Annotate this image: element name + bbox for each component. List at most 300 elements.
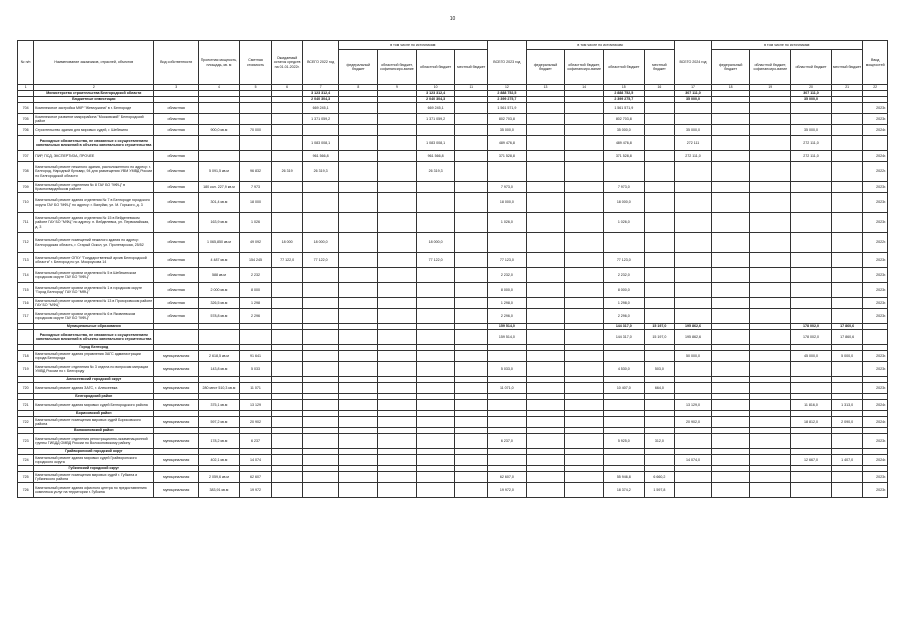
cell-value xyxy=(526,233,565,253)
cell-value xyxy=(711,182,750,193)
column-number: 3 xyxy=(154,85,199,91)
cell-ownership: областная xyxy=(154,309,199,324)
cell-value: 15 197,0 xyxy=(644,330,675,345)
cell-value: 14 074 xyxy=(239,455,272,466)
cell-value xyxy=(378,472,417,483)
cell-capacity xyxy=(199,151,240,162)
cell-capacity: 597,2 кв.м xyxy=(199,417,240,428)
column-number: 11 xyxy=(455,85,488,91)
cell-value: 1 371 059,2 xyxy=(302,114,339,125)
cell-ownership: областная xyxy=(154,193,199,213)
cell-value: 272 111,0 xyxy=(675,151,712,162)
cell-name: Расходные обязательства, не связанные с осуществлением капитальных вложений в объекты капитального строительства xyxy=(34,330,154,345)
cell-value xyxy=(378,351,417,362)
cell-value xyxy=(455,268,488,283)
cell-name: ПИР, ПСД, ЭКСПЕРТИЗА, ПРОЧЕЕ xyxy=(34,151,154,162)
cell-value xyxy=(378,298,417,309)
cell-value: 272 111,0 xyxy=(791,136,832,151)
cell-commissioning: 2023г. xyxy=(863,309,888,324)
cell-value xyxy=(565,362,604,377)
cell-value xyxy=(565,136,604,151)
cell-value: 669 245,1 xyxy=(302,103,339,114)
column-number: 5 xyxy=(239,85,272,91)
cell-value: 91 641 xyxy=(239,351,272,362)
cell-value xyxy=(565,472,604,483)
cell-commissioning: 2024г. xyxy=(863,400,888,411)
cell-capacity: 2 059,6 кв.м xyxy=(199,472,240,483)
table-row xyxy=(18,213,888,233)
cell-value xyxy=(675,253,712,268)
cell-value: 17 860,6 xyxy=(831,324,863,330)
section-row xyxy=(18,136,888,151)
cell-value xyxy=(272,283,303,298)
cell-value xyxy=(831,193,863,213)
cell-value xyxy=(750,193,791,213)
cell-value xyxy=(526,136,565,151)
header-regional: областной бюджет xyxy=(791,50,832,85)
cell-value xyxy=(455,213,488,233)
cell-value xyxy=(302,213,339,233)
cell-value xyxy=(750,283,791,298)
cell-number: 712 xyxy=(18,233,34,253)
cell-value xyxy=(791,253,832,268)
table-row xyxy=(18,434,888,449)
cell-commissioning: 2023г. xyxy=(863,362,888,377)
cell-value xyxy=(750,114,791,125)
header-num: № п/п xyxy=(18,41,34,85)
cell-value xyxy=(378,483,417,498)
cell-name: Капитальный ремонт ОГКУ "Государственный архив Белгородской области" г. Белгород по ул. Мокроусова 14 xyxy=(34,253,154,268)
cell-value xyxy=(378,362,417,377)
cell-value xyxy=(302,383,339,394)
cell-ownership: областная xyxy=(154,151,199,162)
cell-value: 50 000,0 xyxy=(675,351,712,362)
cell-name: Капитальный ремонт здания отделения № 7 в Белгороде городского округа ГАУ БО "МФЦ" по адресу: г. Валуйки, ул. М. Горького, д. 3 xyxy=(34,193,154,213)
column-number: 7 xyxy=(302,85,339,91)
cell-value: 13 129,0 xyxy=(675,400,712,411)
cell-value xyxy=(644,455,675,466)
cell-value xyxy=(750,233,791,253)
cell-value: 35 000,0 xyxy=(675,97,712,103)
cell-value xyxy=(416,400,455,411)
table-row xyxy=(18,162,888,182)
cell-value: 62 607,0 xyxy=(488,472,527,483)
cell-value xyxy=(416,309,455,324)
cell-value: 1 026 xyxy=(239,213,272,233)
header-local: местный бюджет xyxy=(455,50,488,85)
cell-value xyxy=(711,103,750,114)
header-sources-2024: в том числе по источникам: xyxy=(711,41,863,50)
cell-value xyxy=(339,330,378,345)
cell-value xyxy=(711,268,750,283)
cell-value xyxy=(272,268,303,283)
cell-value xyxy=(339,309,378,324)
cell-value xyxy=(603,417,644,428)
cell-value xyxy=(272,298,303,309)
cell-commissioning: 2024г. xyxy=(863,125,888,136)
cell-value: 18 000,0 xyxy=(416,233,455,253)
cell-value xyxy=(416,483,455,498)
cell-commissioning: 2023г. xyxy=(863,193,888,213)
cell-value xyxy=(675,483,712,498)
cell-ownership: муниципальная xyxy=(154,383,199,394)
cell-value xyxy=(791,233,832,253)
cell-value xyxy=(455,125,488,136)
cell-number: 724 xyxy=(18,455,34,466)
cell-value xyxy=(565,233,604,253)
cell-value xyxy=(711,193,750,213)
cell-value xyxy=(339,125,378,136)
cell-name: Капитальный ремонт кровли отделения № 13 в Прохоровском районе ГАУ БО "МФЦ" xyxy=(35,298,153,307)
cell-value: 13 129 xyxy=(239,400,272,411)
cell-number: 705 xyxy=(18,114,34,125)
cell-value xyxy=(711,114,750,125)
cell-value xyxy=(378,182,417,193)
cell-value xyxy=(339,162,378,182)
cell-value xyxy=(750,151,791,162)
table-row xyxy=(18,193,888,213)
cell-value xyxy=(565,455,604,466)
cell-value: 503,0 xyxy=(644,362,675,377)
cell-value: 77 122,0 xyxy=(272,253,303,268)
header-regional-cofin: областной бюджет, софинансиро-вание xyxy=(378,50,417,85)
cell-value xyxy=(272,417,303,428)
cell-number: 710 xyxy=(18,193,34,213)
cell-value: 489 476,8 xyxy=(603,136,644,151)
cell-value xyxy=(455,309,488,324)
cell-capacity: 900,0 кв.м xyxy=(199,125,240,136)
cell-value xyxy=(644,213,675,233)
cell-value xyxy=(416,362,455,377)
cell-value: 2 232 xyxy=(239,268,272,283)
cell-value xyxy=(750,103,791,114)
cell-value xyxy=(644,103,675,114)
cell-value xyxy=(272,103,303,114)
cell-value xyxy=(750,383,791,394)
cell-value: 1 561 571,9 xyxy=(603,103,644,114)
column-number: 10 xyxy=(416,85,455,91)
cell-value xyxy=(565,283,604,298)
cell-value xyxy=(272,114,303,125)
cell-value: 802 703,8 xyxy=(603,114,644,125)
cell-value xyxy=(339,213,378,233)
cell-name: Строительство здания для мировых судей, г. Шебекино xyxy=(34,125,154,136)
cell-value: 77 123,0 xyxy=(488,253,527,268)
cell-value xyxy=(831,283,863,298)
cell-value: 195 862,6 xyxy=(675,324,712,330)
cell-value xyxy=(603,162,644,182)
cell-commissioning: 2023г. xyxy=(863,483,888,498)
header-federal: федеральный бюджет xyxy=(526,50,565,85)
cell-value: 159 514,0 xyxy=(488,324,527,330)
cell-value xyxy=(455,400,488,411)
cell-capacity: 1 065,850 кв.м xyxy=(199,233,240,253)
cell-value xyxy=(603,400,644,411)
cell-value: 6 237 xyxy=(239,434,272,449)
cell-value: 1 371 059,2 xyxy=(416,114,455,125)
cell-value: 18 000 xyxy=(239,193,272,213)
cell-value xyxy=(750,330,791,345)
cell-value: 2 888 752,5 xyxy=(488,91,527,97)
cell-value xyxy=(831,213,863,233)
cell-value: 802 703,8 xyxy=(488,114,527,125)
header-local: местный бюджет xyxy=(644,50,675,85)
cell-value xyxy=(791,193,832,213)
cell-value xyxy=(750,162,791,182)
cell-value xyxy=(378,136,417,151)
cell-value xyxy=(378,114,417,125)
cell-name: Капитальный ремонт помещения мировых судей г. Губкина и Губкинского района xyxy=(34,472,154,483)
cell-value xyxy=(644,283,675,298)
cell-value xyxy=(526,151,565,162)
cell-value xyxy=(675,182,712,193)
cell-value xyxy=(565,253,604,268)
cell-capacity: 180 кол. 227,9 кв.м xyxy=(199,182,240,193)
cell-capacity: 588 кв.м xyxy=(199,268,240,283)
header-commissioning: Ввод мощностей xyxy=(863,41,888,85)
cell-value: 2 232,0 xyxy=(603,268,644,283)
cell-name: Капитальный ремонт здания отделения № 15 в Вейделевском районе ГАУ БО "МФЦ" по адресу: п. Вейделевка, ул. Первомайская, д. 3 xyxy=(34,213,154,233)
cell-value xyxy=(711,455,750,466)
cell-value xyxy=(339,283,378,298)
cell-value xyxy=(526,472,565,483)
cell-ownership: областная xyxy=(154,213,199,233)
table-row xyxy=(18,400,888,411)
cell-value: 272 111 xyxy=(675,136,712,151)
cell-value xyxy=(272,193,303,213)
cell-value xyxy=(455,417,488,428)
cell-value xyxy=(378,434,417,449)
column-number: 6 xyxy=(272,85,303,91)
cell-value: 154 245 xyxy=(239,253,272,268)
cell-value xyxy=(791,483,832,498)
cell-value: 45 000,0 xyxy=(791,351,832,362)
cell-commissioning xyxy=(863,136,888,151)
cell-value xyxy=(711,383,750,394)
cell-value xyxy=(488,455,527,466)
column-number: 15 xyxy=(603,85,644,91)
cell-value: 77 123,0 xyxy=(603,253,644,268)
column-number: 19 xyxy=(750,85,791,91)
cell-value xyxy=(455,483,488,498)
cell-value xyxy=(378,253,417,268)
cell-ownership: областная xyxy=(154,253,199,268)
cell-value xyxy=(675,472,712,483)
cell-value: 2 040 304,3 xyxy=(416,97,455,103)
cell-value xyxy=(565,383,604,394)
cell-value xyxy=(302,455,339,466)
cell-value xyxy=(526,400,565,411)
cell-value xyxy=(565,213,604,233)
cell-value xyxy=(416,125,455,136)
cell-value xyxy=(416,298,455,309)
cell-value xyxy=(378,309,417,324)
cell-capacity: 578,8 кв.м xyxy=(199,309,240,324)
cell-value xyxy=(675,162,712,182)
cell-value xyxy=(675,233,712,253)
cell-value: 2 296 xyxy=(239,309,272,324)
column-number: 14 xyxy=(565,85,604,91)
cell-value xyxy=(565,309,604,324)
cell-value xyxy=(791,283,832,298)
cell-value xyxy=(831,233,863,253)
cell-name: Белгородский район xyxy=(34,394,154,400)
column-number: 21 xyxy=(831,85,863,91)
cell-value xyxy=(711,472,750,483)
cell-capacity: 383,91 кв.м xyxy=(199,483,240,498)
cell-value xyxy=(644,309,675,324)
header-capacity: Проектная мощность, площадь, кв. м xyxy=(199,41,240,85)
header-regional: областной бюджет xyxy=(416,50,455,85)
cell-number: 725 xyxy=(18,472,34,483)
cell-value xyxy=(750,417,791,428)
cell-ownership: муниципальная xyxy=(154,400,199,411)
cell-value xyxy=(565,330,604,345)
cell-value: 961 566,8 xyxy=(302,151,339,162)
cell-value: 307 111,0 xyxy=(675,91,712,97)
cell-value xyxy=(272,483,303,498)
cell-value xyxy=(272,351,303,362)
cell-value: 7 973,0 xyxy=(488,182,527,193)
cell-value xyxy=(711,283,750,298)
cell-value xyxy=(302,400,339,411)
table-body xyxy=(18,91,888,498)
cell-number: 723 xyxy=(18,434,34,449)
cell-value xyxy=(272,213,303,233)
cell-commissioning: 2023г. xyxy=(863,472,888,483)
cell-value xyxy=(711,151,750,162)
cell-value xyxy=(750,362,791,377)
table-row xyxy=(18,309,888,324)
column-number: 18 xyxy=(711,85,750,91)
cell-value: 2 888 752,5 xyxy=(603,91,644,97)
cell-value xyxy=(239,136,272,151)
cell-value xyxy=(565,351,604,362)
cell-name: Капитальный ремонт здания мировых судей Грайворонского городского округа xyxy=(34,455,154,466)
cell-value xyxy=(750,253,791,268)
cell-value xyxy=(711,136,750,151)
header-remaining: Ожидаемый остаток средств на 01.01.2022г. xyxy=(272,41,303,85)
cell-commissioning: 2023г. xyxy=(863,213,888,233)
cell-value xyxy=(526,125,565,136)
cell-name: Капитальный ремонт отделения № 3 отдела по вопросам миграции УМВД России по г. Белгороду xyxy=(34,362,154,377)
cell-value: 1 561 571,9 xyxy=(488,103,527,114)
cell-name: Капитальный ремонт отделения № 8 ГАУ БО "МФЦ" в Красногвардейском районе xyxy=(34,182,154,193)
cell-name: Капитальный ремонт кровли отделения № 5 в Шебекинском городском округе ГАУ БО "МФЦ" xyxy=(34,268,154,283)
header-total-2023: ВСЕГО 2023 год xyxy=(488,41,527,85)
cell-value: 1 298 xyxy=(239,298,272,309)
cell-ownership: областная xyxy=(154,114,199,125)
table-row xyxy=(18,362,888,377)
cell-value: 19 972,0 xyxy=(488,483,527,498)
cell-value xyxy=(272,151,303,162)
cell-value xyxy=(526,434,565,449)
cell-value xyxy=(526,103,565,114)
cell-capacity: 163,9 кв.м xyxy=(199,213,240,233)
cell-value xyxy=(526,362,565,377)
cell-value: 26 319 xyxy=(272,162,303,182)
cell-commissioning: 2023г. xyxy=(863,253,888,268)
cell-ownership xyxy=(154,136,199,151)
cell-value xyxy=(339,193,378,213)
cell-value xyxy=(455,330,488,345)
cell-number: 709 xyxy=(18,182,34,193)
cell-number: 704 xyxy=(18,103,34,114)
cell-capacity: 280 мест 510,3 кв.м xyxy=(199,383,240,394)
cell-value xyxy=(526,351,565,362)
column-number: 13 xyxy=(526,85,565,91)
cell-value xyxy=(711,298,750,309)
cell-value xyxy=(711,400,750,411)
column-number: 9 xyxy=(378,85,417,91)
cell-value xyxy=(302,268,339,283)
cell-value xyxy=(378,151,417,162)
cell-value xyxy=(711,330,750,345)
cell-value xyxy=(711,434,750,449)
cell-value xyxy=(711,417,750,428)
cell-value xyxy=(675,268,712,283)
cell-value xyxy=(565,151,604,162)
cell-value xyxy=(750,455,791,466)
cell-name: Расходные обязательства, не связанные с осуществлением капитальных вложений в объекты капитального строительства xyxy=(34,136,154,151)
cell-value xyxy=(455,455,488,466)
column-number: 12 xyxy=(488,85,527,91)
cell-value xyxy=(488,351,527,362)
cell-value: 7 973 xyxy=(239,182,272,193)
cell-value xyxy=(488,162,527,182)
cell-value xyxy=(378,417,417,428)
cell-value xyxy=(455,114,488,125)
cell-value: 1 083 008,1 xyxy=(302,136,339,151)
cell-value: 11 071 xyxy=(239,383,272,394)
cell-value xyxy=(272,136,303,151)
column-number: 8 xyxy=(339,85,378,91)
cell-value xyxy=(488,233,527,253)
cell-name: Муниципальные образования xyxy=(34,324,154,330)
cell-value: 12 667,0 xyxy=(791,455,832,466)
cell-value xyxy=(675,103,712,114)
cell-value xyxy=(378,383,417,394)
cell-value: 8 000,0 xyxy=(603,283,644,298)
cell-value xyxy=(644,351,675,362)
cell-name: Капитальный ремонт отделения регистрационно-экзаменационной группы ГИБДД ОМВД России по Волоконовскому району xyxy=(34,434,154,449)
cell-number xyxy=(18,136,34,151)
cell-capacity: 2 618,5 кв.м xyxy=(199,351,240,362)
cell-value xyxy=(526,253,565,268)
cell-commissioning: 2023г. xyxy=(863,351,888,362)
cell-value xyxy=(455,233,488,253)
cell-value xyxy=(455,182,488,193)
column-number: 2 xyxy=(34,85,154,91)
cell-value xyxy=(750,483,791,498)
cell-ownership: муниципальная xyxy=(154,472,199,483)
header-sources-2023: в том числе по источникам: xyxy=(526,41,675,50)
cell-value xyxy=(339,151,378,162)
cell-value: 17 860,6 xyxy=(831,330,863,345)
cell-value xyxy=(526,383,565,394)
cell-value: 6 660,2 xyxy=(644,472,675,483)
cell-value xyxy=(455,151,488,162)
cell-value xyxy=(791,103,832,114)
cell-name: Бюджетные инвестиции xyxy=(34,97,154,103)
cell-value: 2 040 304,3 xyxy=(302,97,339,103)
header-federal: федеральный бюджет xyxy=(339,50,378,85)
cell-number: 706 xyxy=(18,125,34,136)
cell-value xyxy=(239,151,272,162)
cell-value xyxy=(750,309,791,324)
cell-value: 1 026,0 xyxy=(488,213,527,233)
cell-value xyxy=(378,400,417,411)
